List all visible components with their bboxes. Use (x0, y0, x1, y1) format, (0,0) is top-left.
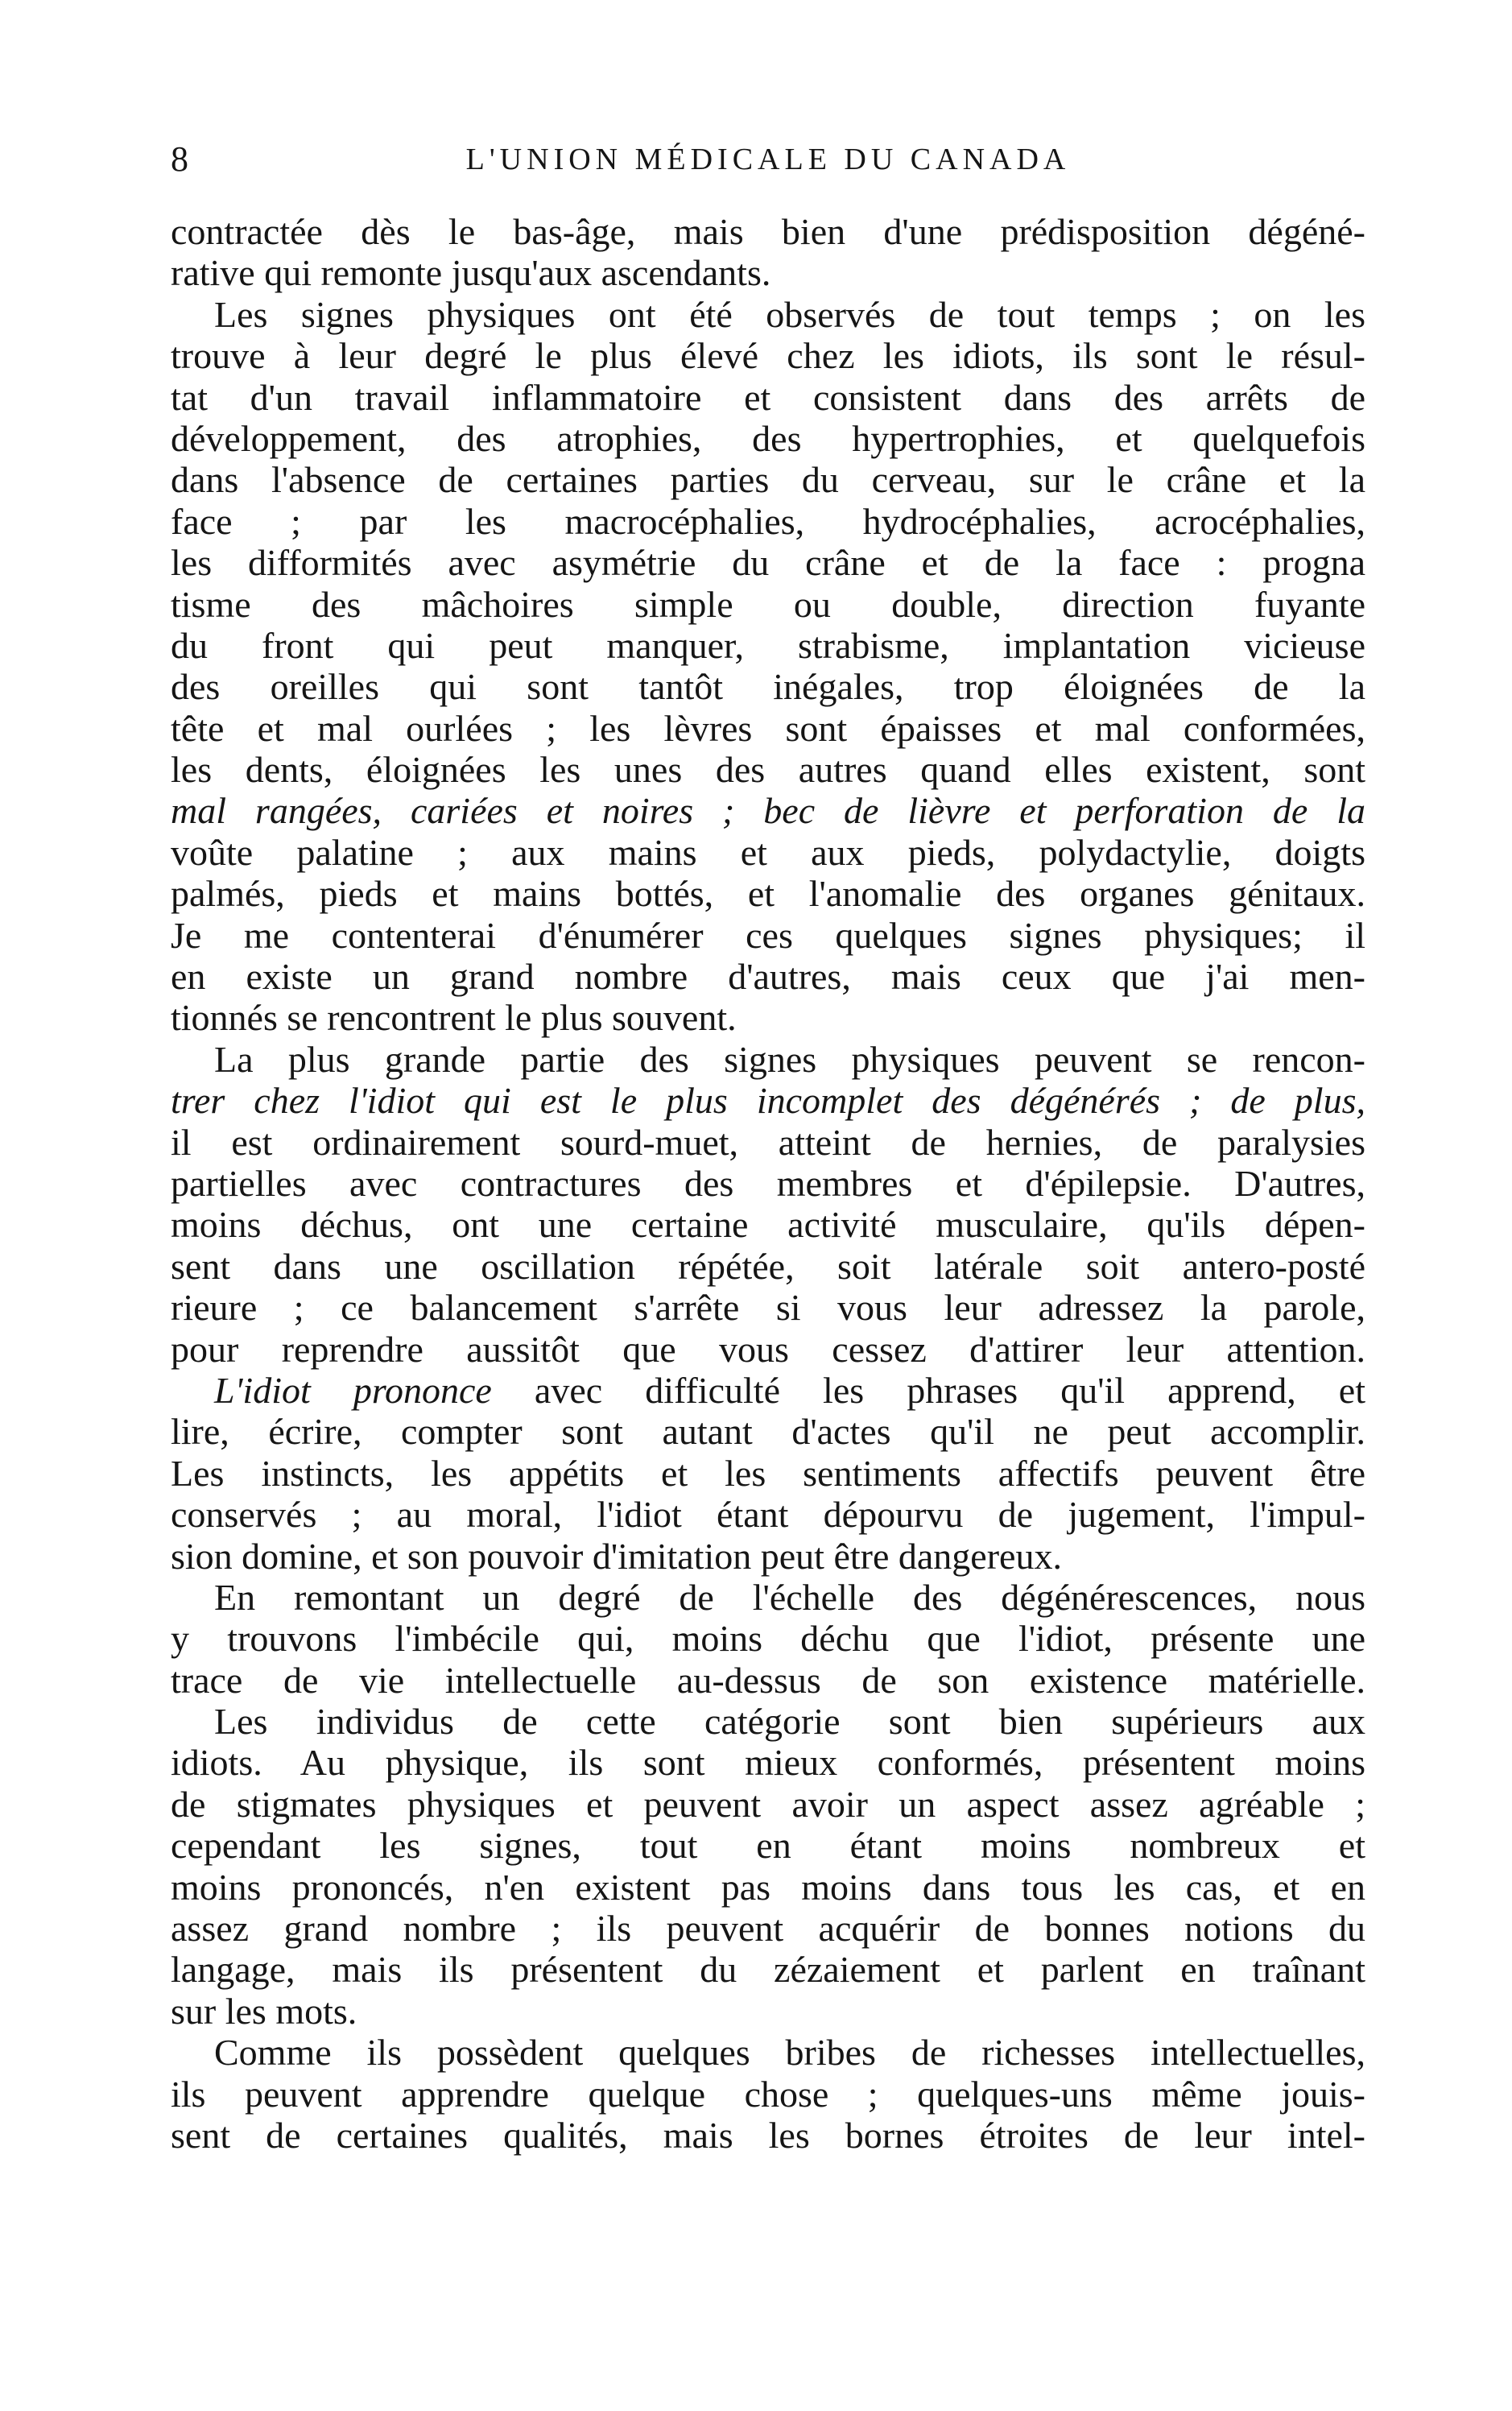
italic-text: mal rangées, cariées et noires ; bec de lièvre et perforation de la (171, 790, 1365, 832)
text-line (171, 666, 1365, 707)
text-segment: voûte palatine ; aux mains et aux pieds, polydactylie, doigts (171, 831, 1365, 873)
text-segment: sent de certaines qualités, mais les bornes étroites de leur intel- (171, 2114, 1365, 2156)
text-line (171, 790, 1365, 831)
text-line (171, 1370, 1365, 1411)
text-line (171, 1742, 1365, 1783)
text-line (171, 1411, 1365, 1452)
text-segment: face ; par les macrocéphalies, hydrocéphalies, acrocéphalies, (171, 500, 1365, 542)
text-line (171, 1701, 1365, 1742)
text-line (171, 625, 1365, 666)
text-line (171, 1453, 1365, 1494)
text-line (171, 2074, 1365, 2115)
text-segment: rieure ; ce balancement s'arrête si vous leur adressez la parole, (171, 1287, 1365, 1329)
text-line (171, 1494, 1365, 1535)
text-segment: du front qui peut manquer, strabisme, implantation vicieuse (171, 624, 1365, 666)
text-line (171, 584, 1365, 625)
text-segment: pour reprendre aussitôt que vous cessez d'attirer leur attention. (171, 1328, 1365, 1370)
text-line (171, 2115, 1365, 2156)
text-line (171, 377, 1365, 418)
page-number: 8 (171, 139, 188, 179)
text-segment: des oreilles qui sont tantôt inégales, trop éloignées de la (171, 666, 1365, 708)
text-line (171, 1991, 1365, 2032)
text-line (171, 418, 1365, 459)
text-line (171, 1122, 1365, 1163)
text-segment: contractée dès le bas-âge, mais bien d'une prédisposition dégéné- (171, 211, 1365, 252)
text-segment: les dents, éloignées les unes des autres quand elles existent, sont (171, 749, 1365, 791)
text-segment: développement, des atrophies, des hypertrophies, et quelquefois (171, 417, 1365, 459)
text-segment: assez grand nombre ; ils peuvent acquérir de bonnes notions du (171, 1908, 1365, 1950)
text-line (171, 459, 1365, 500)
text-line (171, 997, 1365, 1038)
text-segment: dans l'absence de certaines parties du cerveau, sur le crâne et la (171, 459, 1365, 501)
text-line (171, 252, 1365, 293)
text-segment: Les instincts, les appétits et les sentiments affectifs peuvent être (171, 1452, 1365, 1494)
text-line (171, 1784, 1365, 1825)
text-segment: y trouvons l'imbécile qui, moins déchu que l'idiot, présente une (171, 1618, 1365, 1660)
text-line (171, 1660, 1365, 1701)
text-line (171, 1577, 1365, 1618)
text-line (171, 1536, 1365, 1577)
text-line (171, 211, 1365, 252)
text-segment: moins prononcés, n'en existent pas moins dans tous les cas, et en (171, 1866, 1365, 1908)
text-line (171, 1908, 1365, 1949)
text-line (171, 708, 1365, 749)
text-segment: en existe un grand nombre d'autres, mais ceux que j'ai men- (171, 956, 1365, 998)
text-line (171, 501, 1365, 542)
text-segment: cependant les signes, tout en étant moins nombreux et (171, 1825, 1365, 1867)
text-segment: sent dans une oscillation répétée, soit latérale soit antero-posté (171, 1245, 1365, 1287)
text-segment: tionnés se rencontrent le plus souvent. (171, 997, 737, 1039)
text-segment: conservés ; au moral, l'idiot étant dépourvu de jugement, l'impul- (171, 1494, 1365, 1536)
text-line (171, 1080, 1365, 1121)
italic-text: trer chez l'idiot qui est le plus incomplet des dégénérés ; de plus, (171, 1080, 1365, 1122)
text-segment: idiots. Au physique, ils sont mieux conformés, présentent moins (171, 1742, 1365, 1784)
text-segment: tisme des mâchoires simple ou double, direction fuyante (171, 583, 1365, 625)
text-segment: Je me contenterai d'énumérer ces quelques signes physiques; il (171, 914, 1365, 956)
text-line (171, 1867, 1365, 1908)
body-text (171, 211, 1365, 2156)
text-line (171, 1949, 1365, 1990)
text-line (171, 542, 1365, 583)
text-segment: En remontant un degré de l'échelle des dégénérescences, nous (214, 1576, 1365, 1618)
text-segment: tat d'un travail inflammatoire et consistent dans des arrêts de (171, 376, 1365, 418)
text-line (171, 873, 1365, 914)
text-line (171, 915, 1365, 956)
text-line (171, 335, 1365, 376)
page-header (171, 135, 1365, 184)
text-line (171, 1287, 1365, 1328)
text-line (171, 832, 1365, 873)
text-segment: tête et mal ourlées ; les lèvres sont épaisses et mal conformées, (171, 707, 1365, 749)
text-line (171, 294, 1365, 335)
text-segment: La plus grande partie des signes physiques peuvent se rencon- (214, 1038, 1365, 1080)
text-segment: Les individus de cette catégorie sont bien supérieurs aux (214, 1701, 1365, 1743)
text-line (171, 1618, 1365, 1659)
text-segment: partielles avec contractures des membres et d'épilepsie. D'autres, (171, 1162, 1365, 1204)
text-segment: trace de vie intellectuelle au-dessus de son existence matérielle. (171, 1659, 1365, 1701)
running-title: L'UNION MÉDICALE DU CANADA (465, 143, 1071, 176)
text-segment: sion domine, et son pouvoir d'imitation peut être dangereux. (171, 1535, 1062, 1577)
text-segment: langage, mais ils présentent du zézaiement et parlent en traînant (171, 1949, 1365, 1991)
text-line (171, 956, 1365, 997)
text-segment: les difformités avec asymétrie du crâne et de la face : progna (171, 542, 1365, 584)
text-segment: Les signes physiques ont été observés de tout temps ; on les (214, 293, 1365, 335)
text-segment: rative qui remonte jusqu'aux ascendants. (171, 252, 771, 294)
italic-text: L'idiot prononce (214, 1369, 492, 1411)
text-line (171, 1246, 1365, 1287)
text-segment: de stigmates physiques et peuvent avoir un aspect assez agréable ; (171, 1783, 1365, 1825)
text-line (171, 1039, 1365, 1080)
text-segment: ils peuvent apprendre quelque chose ; quelques-uns même jouis- (171, 2073, 1365, 2115)
text-line (171, 2032, 1365, 2073)
text-segment: lire, écrire, compter sont autant d'actes qu'il ne peut accomplir. (171, 1411, 1365, 1453)
text-segment: sur les mots. (171, 1990, 357, 2032)
text-segment: Comme ils possèdent quelques bribes de richesses intellectuelles, (214, 2032, 1365, 2074)
text-line (171, 1825, 1365, 1866)
text-line (171, 1204, 1365, 1245)
text-segment: moins déchus, ont une certaine activité musculaire, qu'ils dépen- (171, 1204, 1365, 1246)
text-line (171, 1163, 1365, 1204)
text-segment: palmés, pieds et mains bottés, et l'anomalie des organes génitaux. (171, 873, 1365, 915)
text-segment: avec difficulté les phrases qu'il apprend, et (491, 1369, 1365, 1411)
text-line (171, 1329, 1365, 1370)
text-segment: trouve à leur degré le plus élevé chez les idiots, ils sont le résul- (171, 335, 1365, 377)
text-line (171, 749, 1365, 790)
text-segment: il est ordinairement sourd-muet, atteint de hernies, de paralysies (171, 1121, 1365, 1163)
